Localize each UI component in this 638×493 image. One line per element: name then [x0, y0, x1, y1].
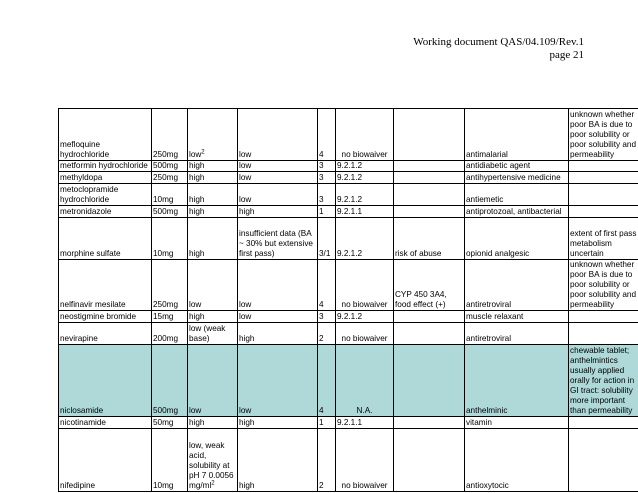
- cell-bcs-class: 3: [318, 184, 336, 206]
- cell-risk: [394, 206, 465, 218]
- cell-dose: 15mg: [152, 311, 188, 323]
- cell-bcs-class: 3/1: [318, 218, 336, 260]
- cell-solubility: high: [188, 218, 238, 260]
- cell-bcs-class: 3: [318, 161, 336, 172]
- cell-risk: [394, 311, 465, 323]
- cell-risk: [394, 417, 465, 429]
- cell-comment: extent of first pass metabolism uncertain: [569, 218, 638, 260]
- cell-drug-name: neostigmine bromide: [59, 311, 152, 323]
- cell-dose: 500mg: [152, 161, 188, 172]
- cell-comment: unknown whether poor BA is due to poor solubility or poor solubility and permeability: [569, 260, 638, 311]
- cell-risk: CYP 450 3A4, food effect (+): [394, 260, 465, 311]
- table-body: [59, 109, 638, 492]
- cell-risk: [394, 429, 465, 492]
- cell-indication: antiretroviral: [465, 260, 569, 311]
- table-row: [59, 172, 638, 184]
- cell-comment: [569, 311, 638, 323]
- cell-permeability: high: [238, 429, 318, 492]
- cell-bcs-class: 2: [318, 429, 336, 492]
- medicine-table: [58, 108, 638, 492]
- cell-solubility: low, weak acid, solubility at pH 7 0.0056 $mg/ml^2$: [188, 429, 238, 492]
- cell-drug-name: nifedipine: [59, 429, 152, 492]
- cell-dose: 50mg: [152, 417, 188, 429]
- cell-permeability: insufficient data (BA ~ 30% but extensive first pass): [238, 218, 318, 260]
- cell-solubility: high: [188, 417, 238, 429]
- cell-solubility: high: [188, 206, 238, 218]
- table-row: [59, 260, 638, 311]
- cell-dose: 250mg: [152, 172, 188, 184]
- cell-comment: chewable tablet; anthelmintics usually applied orally for action in GI tract: solubility more important than permeability: [569, 345, 638, 417]
- cell-solubility: low$^2$: [188, 109, 238, 161]
- cell-permeability: low: [238, 311, 318, 323]
- cell-dose: 10mg: [152, 429, 188, 492]
- cell-permeability: low: [238, 172, 318, 184]
- cell-biowaiver: 9.2.1.2: [336, 218, 394, 260]
- cell-bcs-class: 4: [318, 345, 336, 417]
- cell-biowaiver: no biowaiver: [336, 429, 394, 492]
- cell-drug-name: nevirapine: [59, 323, 152, 345]
- page-number: page 21: [549, 49, 584, 61]
- cell-biowaiver: 9.2.1.1: [336, 417, 394, 429]
- cell-dose: 10mg: [152, 218, 188, 260]
- cell-permeability: low: [238, 260, 318, 311]
- table-row: [59, 161, 638, 172]
- table-row: [59, 323, 638, 345]
- cell-indication: antihypertensive medicine: [465, 172, 569, 184]
- cell-indication: antimalarial: [465, 109, 569, 161]
- cell-comment: unknown whether poor BA is due to poor solubility or poor solubility and permeability: [569, 109, 638, 161]
- cell-dose: 200mg: [152, 323, 188, 345]
- cell-indication: antidiabetic agent: [465, 161, 569, 172]
- cell-indication: antiprotozoal, antibacterial: [465, 206, 569, 218]
- cell-permeability: low: [238, 109, 318, 161]
- cell-risk: [394, 323, 465, 345]
- cell-comment: [569, 161, 638, 172]
- cell-comment: [569, 172, 638, 184]
- table-row: [59, 184, 638, 206]
- cell-bcs-class: 4: [318, 260, 336, 311]
- cell-biowaiver: no biowaiver: [336, 109, 394, 161]
- cell-dose: 250mg: [152, 109, 188, 161]
- cell-drug-name: morphine sulfate: [59, 218, 152, 260]
- cell-solubility: low: [188, 260, 238, 311]
- cell-solubility: high: [188, 184, 238, 206]
- table-row: [59, 109, 638, 161]
- cell-solubility: low: [188, 345, 238, 417]
- cell-biowaiver: 9.2.1.2: [336, 161, 394, 172]
- cell-solubility: high: [188, 172, 238, 184]
- document-id: Working document QAS/04.109/Rev.1: [413, 36, 584, 48]
- cell-indication: antiemetic: [465, 184, 569, 206]
- cell-biowaiver: no biowaiver: [336, 260, 394, 311]
- cell-drug-name: metoclopramide hydrochloride: [59, 184, 152, 206]
- cell-biowaiver: N.A.: [336, 345, 394, 417]
- cell-indication: anthelminic: [465, 345, 569, 417]
- cell-risk: risk of abuse: [394, 218, 465, 260]
- cell-risk: [394, 184, 465, 206]
- cell-comment: [569, 184, 638, 206]
- cell-bcs-class: 1: [318, 417, 336, 429]
- cell-bcs-class: 3: [318, 311, 336, 323]
- cell-risk: [394, 161, 465, 172]
- cell-solubility: high: [188, 161, 238, 172]
- cell-indication: vitamin: [465, 417, 569, 429]
- cell-indication: antiretroviral: [465, 323, 569, 345]
- cell-indication: opionid analgesic: [465, 218, 569, 260]
- table-row: [59, 206, 638, 218]
- cell-permeability: high: [238, 206, 318, 218]
- table-row: [59, 345, 638, 417]
- cell-solubility: low (weak base): [188, 323, 238, 345]
- cell-biowaiver: no biowaiver: [336, 323, 394, 345]
- cell-drug-name: nelfinavir mesilate: [59, 260, 152, 311]
- footnote-marker: 2: [211, 480, 215, 487]
- cell-bcs-class: 4: [318, 109, 336, 161]
- cell-permeability: high: [238, 417, 318, 429]
- cell-drug-name: metronidazole: [59, 206, 152, 218]
- cell-dose: 250mg: [152, 260, 188, 311]
- cell-drug-name: niclosamide: [59, 345, 152, 417]
- cell-dose: 500mg: [152, 206, 188, 218]
- cell-solubility: high: [188, 311, 238, 323]
- cell-permeability: low: [238, 184, 318, 206]
- cell-bcs-class: 3: [318, 172, 336, 184]
- cell-comment: [569, 206, 638, 218]
- cell-comment: [569, 323, 638, 345]
- cell-drug-name: methyldopa: [59, 172, 152, 184]
- cell-biowaiver: 9.2.1.2: [336, 184, 394, 206]
- cell-indication: muscle relaxant: [465, 311, 569, 323]
- cell-indication: antioxytocic: [465, 429, 569, 492]
- table-row: [59, 429, 638, 492]
- table-row: [59, 218, 638, 260]
- cell-comment: [569, 429, 638, 492]
- cell-biowaiver: 9.2.1.2: [336, 172, 394, 184]
- cell-risk: [394, 109, 465, 161]
- cell-dose: 500mg: [152, 345, 188, 417]
- footnote-marker: 2: [201, 149, 205, 156]
- cell-drug-name: mefloquine hydrochloride: [59, 109, 152, 161]
- cell-risk: [394, 172, 465, 184]
- cell-drug-name: metformin hydrochloride: [59, 161, 152, 172]
- cell-permeability: low: [238, 345, 318, 417]
- cell-biowaiver: 9.2.1.2: [336, 311, 394, 323]
- table-row: [59, 417, 638, 429]
- cell-permeability: high: [238, 323, 318, 345]
- cell-dose: 10mg: [152, 184, 188, 206]
- cell-bcs-class: 2: [318, 323, 336, 345]
- table-row: [59, 311, 638, 323]
- cell-drug-name: nicotinamide: [59, 417, 152, 429]
- cell-risk: [394, 345, 465, 417]
- cell-comment: [569, 417, 638, 429]
- cell-permeability: low: [238, 161, 318, 172]
- document-header: [413, 36, 584, 62]
- cell-biowaiver: 9.2.1.1: [336, 206, 394, 218]
- cell-bcs-class: 1: [318, 206, 336, 218]
